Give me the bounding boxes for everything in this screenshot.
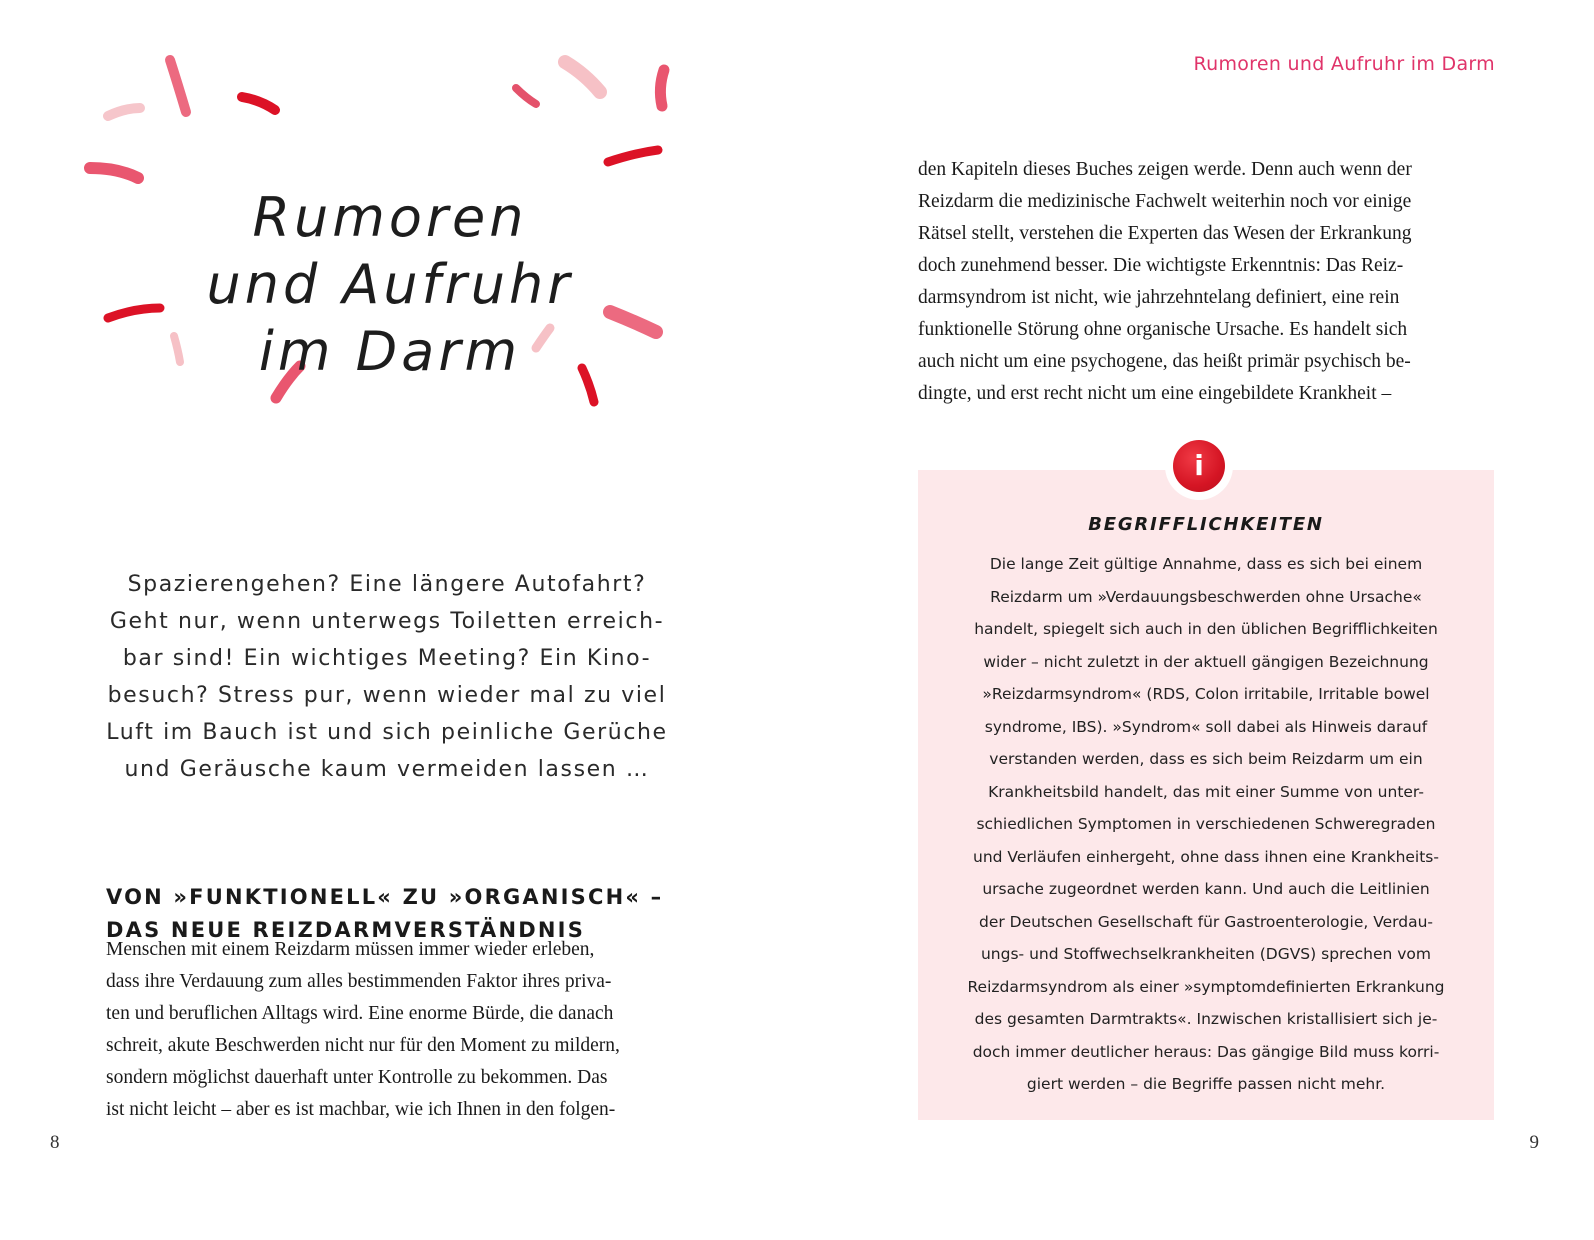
info-box-line: der Deutschen Gesellschaft für Gastroenterologie, Verdau-	[979, 912, 1433, 931]
info-box-line: »Reizdarmsyndrom« (RDS, Colon irritabile, Irritable bowel	[982, 685, 1430, 703]
confetti-stroke	[565, 62, 600, 92]
body-line: doch zunehmend besser. Die wichtigste Erkenntnis: Das Reiz-	[918, 255, 1404, 276]
intro-line: und Geräusche kaum vermeiden lassen …	[124, 757, 650, 782]
confetti-stroke	[660, 70, 664, 106]
info-box-line: Reizdarm um »Verdauungsbeschwerden ohne Ursache«	[990, 587, 1422, 606]
body-text-left	[106, 934, 686, 1126]
info-box-line: des gesamten Darmtrakts«. Inzwischen kristallisiert sich je-	[974, 1010, 1438, 1028]
confetti-stroke	[90, 168, 138, 178]
intro-line: bar sind! Ein wichtiges Meeting? Ein Kino-	[122, 646, 652, 671]
confetti-stroke	[516, 88, 536, 104]
info-box-line: schiedlichen Symptomen in verschiedenen Schweregraden	[976, 815, 1436, 833]
body-line: Reizdarm die medizinische Fachwelt weiterhin noch vor einige	[918, 191, 1412, 212]
info-icon: i	[1173, 440, 1225, 492]
running-head: Rumoren und Aufruhr im Darm	[1193, 53, 1495, 75]
info-box-line: Die lange Zeit gültige Annahme, dass es sich bei einem	[989, 555, 1423, 573]
body-line: schreit, akute Beschwerden nicht nur für den Moment zu mildern,	[106, 1035, 620, 1056]
intro-line: Spazierengehen? Eine längere Autofahrt?	[127, 572, 647, 597]
info-box-line: Reizdarmsyndrom als einer »symptomdefinierten Erkrankung	[967, 977, 1445, 996]
body-line: ist nicht leicht – aber es ist machbar, wie ich Ihnen in den folgen-	[106, 1099, 616, 1120]
confetti-stroke	[608, 150, 658, 162]
info-box-line: handelt, spiegelt sich auch in den üblichen Begrifflichkeiten	[974, 620, 1438, 638]
chapter-title	[150, 184, 630, 385]
intro-line: besuch? Stress pur, wenn wieder mal zu viel	[107, 683, 667, 708]
page-number-right: 9	[1529, 1132, 1539, 1153]
chapter-title-line: und Aufruhr	[206, 253, 574, 317]
body-line: funktionelle Störung ohne organische Ursache. Es handelt sich	[918, 319, 1408, 340]
intro-line: Geht nur, wenn unterwegs Toiletten erreich-	[109, 609, 665, 634]
info-box-line: und Verläufen einhergeht, ohne dass ihnen eine Krankheits-	[973, 847, 1439, 866]
chapter-title-line: im Darm	[258, 320, 522, 384]
body-line: ten und beruflichen Alltags wird. Eine enorme Bürde, die danach	[106, 1003, 614, 1024]
info-box-line: giert werden – die Begriffe passen nicht mehr.	[1026, 1075, 1386, 1093]
info-box-line: verstanden werden, dass es sich beim Reizdarm um ein	[989, 750, 1423, 768]
info-box-line: doch immer deutlicher heraus: Das gängige Bild muss korri-	[972, 1042, 1440, 1061]
body-line: sondern möglichst dauerhaft unter Kontrolle zu bekommen. Das	[106, 1067, 608, 1088]
body-line: Menschen mit einem Reizdarm müssen immer wieder erleben,	[106, 939, 595, 960]
intro-line: Luft im Bauch ist und sich peinliche Gerüche	[106, 720, 668, 745]
confetti-stroke	[242, 97, 275, 110]
body-line: darmsyndrom ist nicht, wie jahrzehntelang definiert, eine rein	[918, 287, 1400, 308]
confetti-stroke	[108, 108, 140, 116]
intro-paragraph	[100, 566, 674, 788]
info-box-line: wider – nicht zuletzt in der aktuell gängigen Bezeichnung	[983, 652, 1429, 671]
info-box-heading: BEGRIFFLICHKEITEN	[1088, 514, 1324, 535]
body-line: dass ihre Verdauung zum alles bestimmenden Faktor ihres priva-	[106, 971, 612, 992]
info-box-line: ungs- und Stoffwechselkrankheiten (DGVS) sprechen vom	[980, 945, 1431, 963]
chapter-title-line: Rumoren	[252, 186, 528, 250]
info-box-line: Krankheitsbild handelt, das mit einer Summe von unter-	[988, 782, 1424, 801]
info-box-line: syndrome, IBS). »Syndrom« soll dabei als Hinweis darauf	[984, 717, 1428, 736]
body-line: den Kapiteln dieses Buches zeigen werde. Denn auch wenn der	[918, 159, 1412, 180]
body-line: dingte, und erst recht nicht um eine eingebildete Krankheit –	[918, 383, 1392, 404]
page-number-left: 8	[50, 1132, 60, 1153]
body-line: auch nicht um eine psychogene, das heißt primär psychisch be-	[918, 351, 1411, 372]
confetti-stroke	[170, 60, 186, 112]
body-line: Rätsel stellt, verstehen die Experten das Wesen der Erkrankung	[918, 223, 1412, 244]
section-heading-line: VON »FUNKTIONELL« ZU »ORGANISCH« –	[106, 885, 664, 910]
body-text-right	[918, 154, 1508, 410]
info-box-line: ursache zugeordnet werden kann. Und auch die Leitlinien	[982, 880, 1430, 898]
section-heading-line: DAS NEUE REIZDARMVERSTÄNDNIS	[106, 918, 586, 943]
info-box-text	[930, 548, 1482, 1101]
